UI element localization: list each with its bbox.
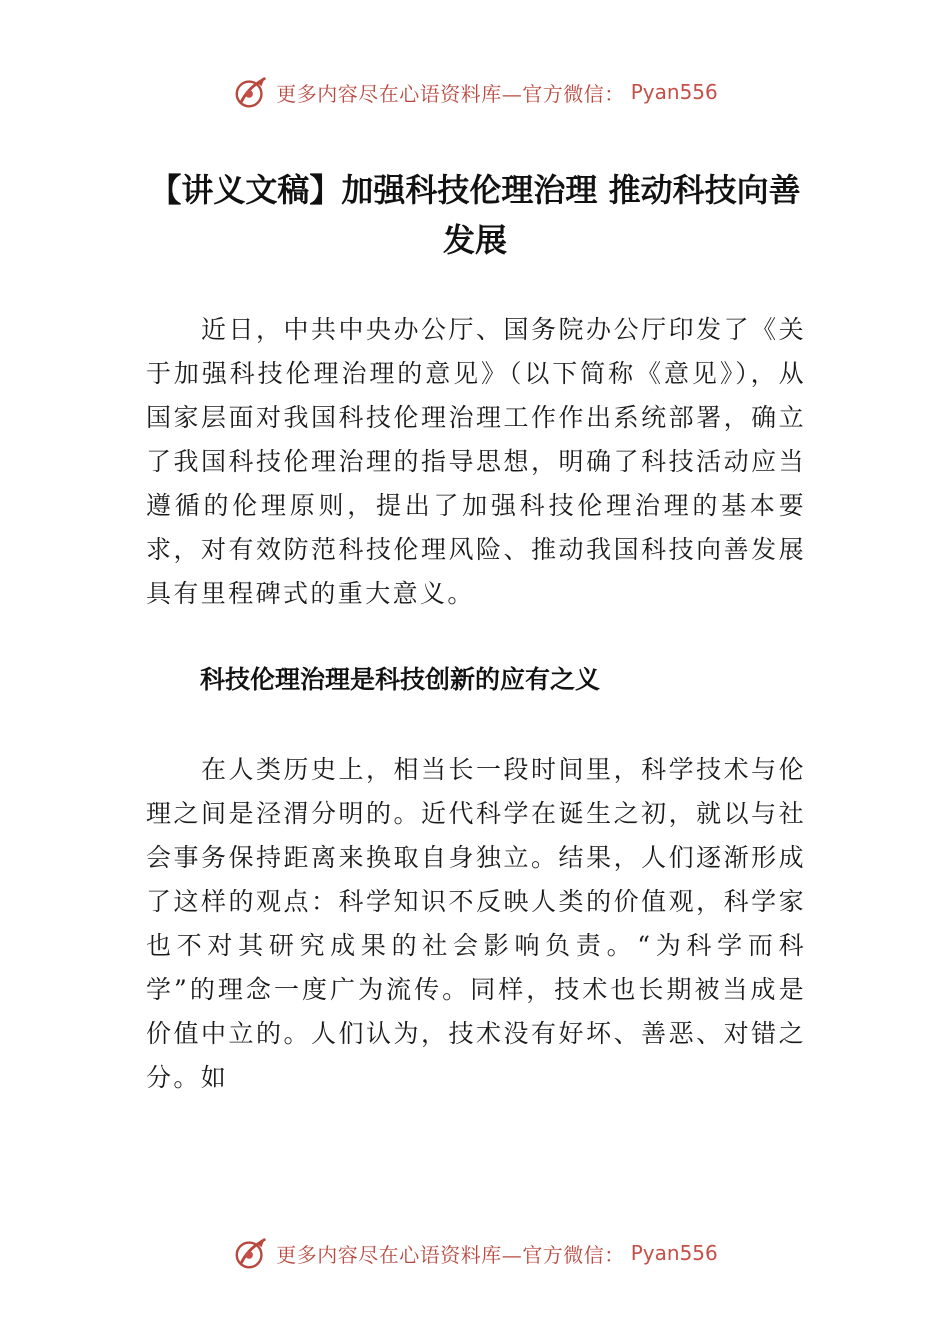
- header-banner: [0, 72, 950, 112]
- header-brand-id: Pyan556: [630, 80, 718, 104]
- brand-logo-icon: [232, 1234, 270, 1272]
- footer-brand-id: Pyan556: [630, 1241, 718, 1265]
- footer-brand-text: 更多内容尽在心语资料库—官方微信：: [276, 1242, 625, 1267]
- footer-banner: [0, 1233, 950, 1273]
- document-title: 【讲义文稿】加强科技伦理治理 推动科技向善发展: [149, 171, 801, 259]
- paragraph-1: 近日，中共中央办公厅、国务院办公厅印发了《关于加强科技伦理治理的意见》（以下简称《意见》），从国家层面对我国科技伦理治理工作作出系统部署，确立了我国科技伦理治理的指导思想，明确了科技活动应当遵循的伦理原则，提出了加强科技伦理治理的基本要求，对有效防范科技伦理风险、推动我国科技向善发展具有里程碑式的重大意义。: [146, 315, 806, 608]
- section-heading: 科技伦理治理是科技创新的应有之义: [200, 665, 601, 694]
- brand-logo-icon: [232, 73, 270, 111]
- header-brand-text: 更多内容尽在心语资料库—官方微信：: [276, 81, 625, 106]
- paragraph-2: 在人类历史上，相当长一段时间里，科学技术与伦理之间是泾渭分明的。近代科学在诞生之初，就以与社会事务保持距离来换取自身独立。结果，人们逐渐形成了这样的观点：科学知识不反映人类的价值观，科学家也不对其研究成果的社会影响负责。“为科学而科学”的理念一度广为流传。同样，技术也长期被当成是价值中立的。人们认为，技术没有好坏、善恶、对错之分。如: [146, 755, 806, 1092]
